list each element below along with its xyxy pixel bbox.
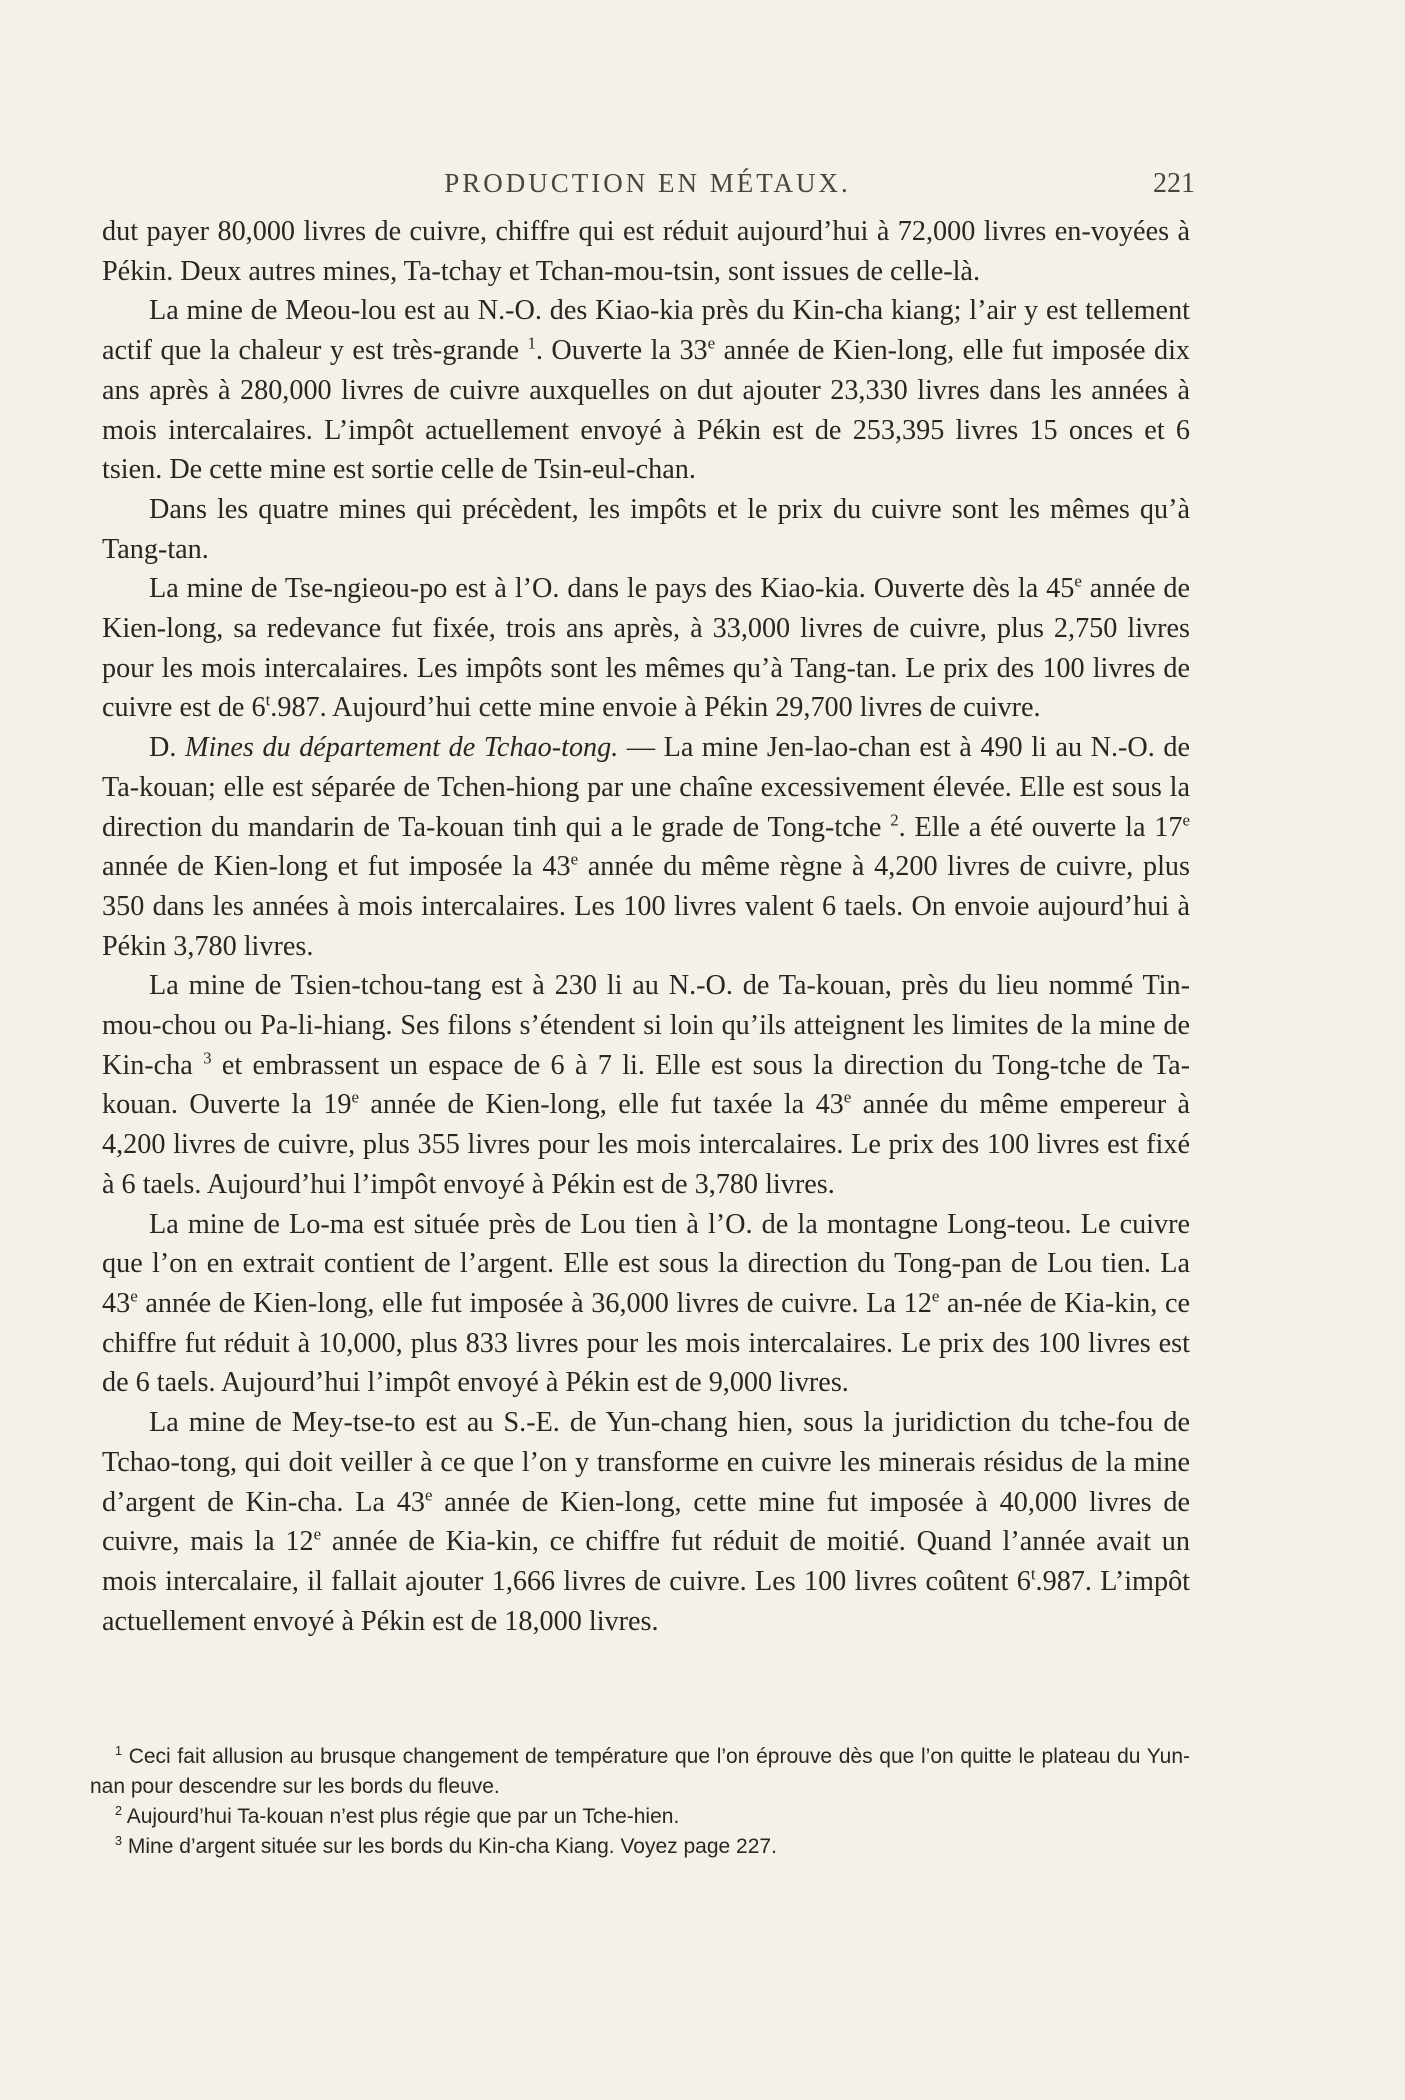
- paragraph: La mine de Lo-ma est située près de Lou tien à l’O. de la montagne Long-teou. Le cuivre que l’on en extrait contient de l’argent. Elle est sous la direction du Tong-pan de Lou tien. La 43e année de Kien-long, elle fut imposée à 36,000 livres de cuivre. La 12e an-née de Kia-kin, ce chiffre fut réduit à 10,000, plus 833 livres pour les mois intercalaires. Le prix des 100 livres est de 6 taels. Aujourd’hui l’impôt envoyé à Pékin est de 9,000 livres.: [102, 1208, 1190, 1399]
- paragraph: La mine de Meou-lou est au N.-O. des Kiao-kia près du Kin-cha kiang; l’air y est tellement actif que la chaleur y est très-grande $^1$. Ouverte la 33e année de Kien-long, elle fut imposée dix ans après à 280,000 livres de cuivre auxquelles on dut ajouter 23,330 livres dans les années à mois intercalaires. L’impôt actuellement envoyé à Pékin est de 253,395 livres 15 onces et 6 tsien. De cette mine est sortie celle de Tsin-eul-chan.: [102, 295, 1190, 486]
- footnote: $^3$ Mine d’argent située sur les bords du Kin-cha Kiang. Voyez page 227.: [115, 1834, 777, 1858]
- paragraph: La mine de Tsien-tchou-tang est à 230 li au N.-O. de Ta-kouan, près du lieu nommé Tin-mou-chou ou Pa-li-hiang. Ses filons s’étendent si loin qu’ils atteignent les limites de la mine de Kin-cha $^3$ et embrassent un espace de 6 à 7 li. Elle est sous la direction du Tong-tche de Ta-kouan. Ouverte la 19e année de Kien-long, elle fut taxée la 43e année du même empereur à 4,200 livres de cuivre, plus 355 livres pour les mois intercalaires. Le prix des 100 livres est fixé à 6 taels. Aujourd’hui l’impôt envoyé à Pékin est de 3,780 livres.: [102, 970, 1190, 1200]
- paragraph: La mine de Mey-tse-to est au S.-E. de Yun-chang hien, sous la juridiction du tche-fou de Tchao-tong, qui doit veiller à ce que l’on y transforme en cuivre les minerais résidus de la mine d’argent de Kin-cha. La 43e année de Kien-long, cette mine fut imposée à 40,000 livres de cuivre, mais la 12e année de Kia-kin, ce chiffre fut réduit de moitié. Quand l’année avait un mois intercalaire, il fallait ajouter 1,666 livres de cuivre. Les 100 livres coûtent 6$^t$.987. L’impôt actuellement envoyé à Pékin est de 18,000 livres.: [102, 1407, 1191, 1637]
- paragraph: dut payer 80,000 livres de cuivre, chiffre qui est réduit aujourd’hui à 72,000 livres en-voyées à Pékin. Deux autres mines, Ta-tchay et Tchan-mou-tsin, sont issues de celle-là.: [102, 216, 1190, 287]
- footnote: $^1$ Ceci fait allusion au brusque changement de température que l’on éprouve dès que l’on quitte le plateau du Yun-nan pour descendre sur les bords du fleuve.: [90, 1744, 1190, 1798]
- footnote: $^2$ Aujourd’hui Ta-kouan n’est plus régie que par un Tche-hien.: [115, 1804, 680, 1828]
- paragraph: Dans les quatre mines qui précèdent, les impôts et le prix du cuivre sont les mêmes qu’à Tang-tan.: [102, 493, 1190, 565]
- body-text: [102, 212, 1190, 1641]
- paragraph: La mine de Tse-ngieou-po est à l’O. dans le pays des Kiao-kia. Ouverte dès la 45e année de Kien-long, sa redevance fut fixée, trois ans après, à 33,000 livres de cuivre, plus 2,750 livres pour les mois intercalaires. Les impôts sont les mêmes qu’à Tang-tan. Le prix des 100 livres de cuivre est de 6$^t$.987. Aujourd’hui cette mine envoie à Pékin 29,700 livres de cuivre.: [102, 571, 1191, 724]
- running-head: [100, 168, 1195, 208]
- footnotes: [90, 1742, 1190, 1862]
- running-head-title: PRODUCTION EN MÉTAUX.: [444, 168, 851, 198]
- page-number: 221: [1153, 168, 1195, 199]
- paragraph: D. Mines du département de Tchao-tong. — La mine Jen-lao-chan est à 490 li au N.-O. de Ta-kouan; elle est séparée de Tchen-hiong par une chaîne excessivement élevée. Elle est sous la direction du mandarin de Ta-kouan tinh qui a le grade de Tong-tche $^2$. Elle a été ouverte la 17e année de Kien-long et fut imposée la 43e année du même règne à 4,200 livres de cuivre, plus 350 dans les années à mois intercalaires. Les 100 livres valent 6 taels. On envoie aujourd’hui à Pékin 3,780 livres.: [102, 732, 1190, 962]
